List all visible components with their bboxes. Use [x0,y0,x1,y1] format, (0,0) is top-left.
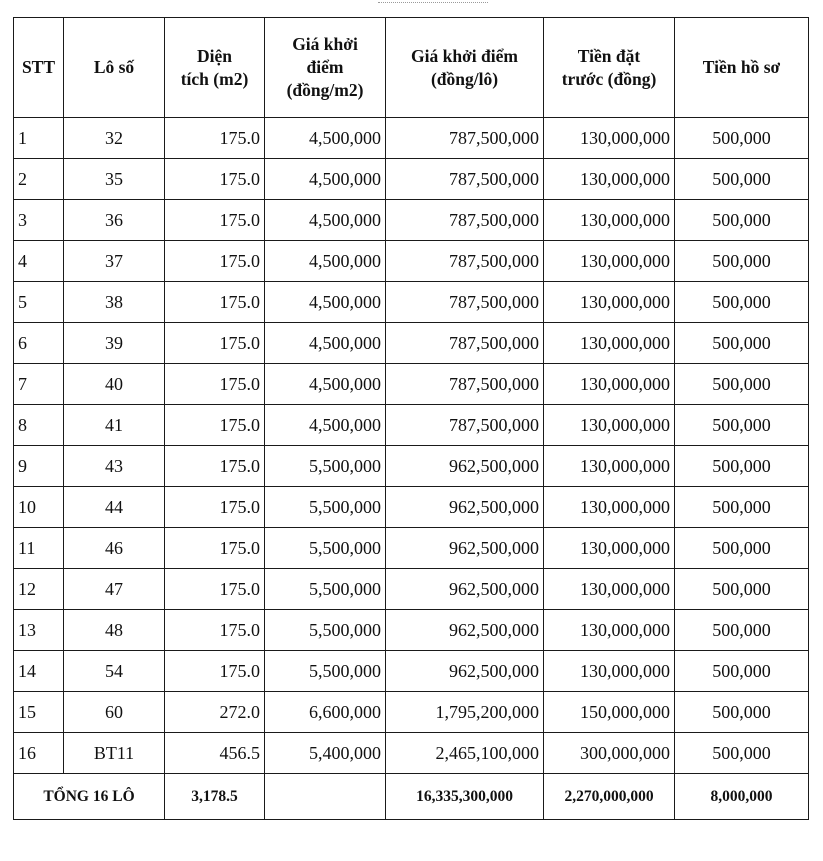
table-row [14,200,809,241]
cell-deposit: 300,000,000 [544,733,675,774]
cell-area: 175.0 [165,364,265,405]
cell-lot: 39 [64,323,165,364]
cell-stt: 14 [14,651,64,692]
cell-price-m2: 4,500,000 [265,118,386,159]
cell-fee: 500,000 [675,446,809,487]
total-deposit: 2,270,000,000 [544,774,675,820]
cell-stt: 10 [14,487,64,528]
cell-area: 175.0 [165,405,265,446]
table-row [14,405,809,446]
table-row [14,282,809,323]
cell-area: 175.0 [165,446,265,487]
header-stt: STT [14,18,64,118]
cell-area: 175.0 [165,200,265,241]
cell-deposit: 130,000,000 [544,610,675,651]
cell-price-m2: 5,500,000 [265,487,386,528]
cell-lot: 54 [64,651,165,692]
cell-stt: 9 [14,446,64,487]
cell-price-m2: 5,400,000 [265,733,386,774]
total-price-m2 [265,774,386,820]
header-row [14,18,809,118]
cell-deposit: 130,000,000 [544,364,675,405]
cell-price-m2: 5,500,000 [265,651,386,692]
table-row [14,528,809,569]
cell-price-m2: 5,500,000 [265,528,386,569]
cell-price-m2: 4,500,000 [265,364,386,405]
cell-price-lot: 787,500,000 [386,405,544,446]
document-sheet [13,17,808,820]
cell-price-lot: 962,500,000 [386,651,544,692]
cell-deposit: 130,000,000 [544,323,675,364]
cell-deposit: 130,000,000 [544,487,675,528]
cell-price-lot: 787,500,000 [386,364,544,405]
cell-fee: 500,000 [675,733,809,774]
cell-stt: 12 [14,569,64,610]
cell-deposit: 130,000,000 [544,446,675,487]
cell-price-lot: 787,500,000 [386,323,544,364]
cell-lot: 60 [64,692,165,733]
cell-stt: 5 [14,282,64,323]
cell-price-m2: 5,500,000 [265,446,386,487]
cell-lot: 36 [64,200,165,241]
table-row [14,323,809,364]
cell-lot: 40 [64,364,165,405]
cell-price-lot: 1,795,200,000 [386,692,544,733]
cell-price-m2: 6,600,000 [265,692,386,733]
table-row [14,159,809,200]
header-fee: Tiền hồ sơ [675,18,809,118]
cell-deposit: 130,000,000 [544,159,675,200]
cell-area: 456.5 [165,733,265,774]
table-row [14,118,809,159]
cell-price-lot: 962,500,000 [386,610,544,651]
cell-deposit: 130,000,000 [544,118,675,159]
total-row [14,774,809,820]
cell-lot: 44 [64,487,165,528]
cell-stt: 3 [14,200,64,241]
cell-fee: 500,000 [675,364,809,405]
cell-fee: 500,000 [675,528,809,569]
cell-area: 175.0 [165,118,265,159]
land-auction-table [13,17,809,820]
cell-price-m2: 4,500,000 [265,282,386,323]
cell-area: 175.0 [165,569,265,610]
cell-deposit: 130,000,000 [544,528,675,569]
cell-price-lot: 787,500,000 [386,200,544,241]
total-price-lot: 16,335,300,000 [386,774,544,820]
table-row [14,692,809,733]
cell-fee: 500,000 [675,405,809,446]
table-row [14,487,809,528]
cell-lot: 35 [64,159,165,200]
cell-fee: 500,000 [675,692,809,733]
cell-price-lot: 2,465,100,000 [386,733,544,774]
cell-area: 175.0 [165,323,265,364]
cell-price-m2: 4,500,000 [265,405,386,446]
cell-area: 175.0 [165,487,265,528]
cell-lot: 47 [64,569,165,610]
cell-deposit: 130,000,000 [544,282,675,323]
table-row [14,651,809,692]
cell-stt: 2 [14,159,64,200]
cell-lot: 48 [64,610,165,651]
cell-fee: 500,000 [675,200,809,241]
cell-stt: 6 [14,323,64,364]
cell-price-lot: 787,500,000 [386,159,544,200]
cell-lot: 38 [64,282,165,323]
cell-lot: 37 [64,241,165,282]
cell-area: 175.0 [165,528,265,569]
cell-stt: 1 [14,118,64,159]
cell-price-m2: 4,500,000 [265,323,386,364]
table-body [14,118,809,820]
table-row [14,733,809,774]
cell-price-lot: 962,500,000 [386,569,544,610]
cell-price-lot: 787,500,000 [386,282,544,323]
cell-lot: 41 [64,405,165,446]
cell-stt: 11 [14,528,64,569]
cell-fee: 500,000 [675,241,809,282]
cell-lot: 46 [64,528,165,569]
cell-area: 272.0 [165,692,265,733]
header-deposit: Tiền đặt trước (đồng) [544,18,675,118]
cell-price-m2: 4,500,000 [265,159,386,200]
cell-fee: 500,000 [675,323,809,364]
cell-price-lot: 962,500,000 [386,528,544,569]
table-row [14,446,809,487]
cell-lot: 43 [64,446,165,487]
cell-price-m2: 4,500,000 [265,241,386,282]
cell-fee: 500,000 [675,118,809,159]
cell-area: 175.0 [165,159,265,200]
total-label: TỔNG 16 LÔ [14,774,165,820]
cell-lot: BT11 [64,733,165,774]
header-lot: Lô số [64,18,165,118]
cell-lot: 32 [64,118,165,159]
table-row [14,241,809,282]
cell-deposit: 130,000,000 [544,241,675,282]
cell-deposit: 150,000,000 [544,692,675,733]
cell-price-lot: 787,500,000 [386,118,544,159]
cell-stt: 13 [14,610,64,651]
cell-price-lot: 787,500,000 [386,241,544,282]
cell-fee: 500,000 [675,610,809,651]
header-area: Diện tích (m2) [165,18,265,118]
cell-price-m2: 4,500,000 [265,200,386,241]
cell-price-m2: 5,500,000 [265,610,386,651]
cell-stt: 7 [14,364,64,405]
header-price-m2: Giá khởi điểm (đồng/m2) [265,18,386,118]
cell-deposit: 130,000,000 [544,405,675,446]
table-row [14,364,809,405]
cell-deposit: 130,000,000 [544,200,675,241]
cell-price-m2: 5,500,000 [265,569,386,610]
cell-price-lot: 962,500,000 [386,487,544,528]
cell-stt: 4 [14,241,64,282]
cell-stt: 15 [14,692,64,733]
cell-fee: 500,000 [675,159,809,200]
cell-fee: 500,000 [675,282,809,323]
total-fee: 8,000,000 [675,774,809,820]
cell-stt: 16 [14,733,64,774]
cell-area: 175.0 [165,651,265,692]
cell-area: 175.0 [165,241,265,282]
cell-area: 175.0 [165,610,265,651]
header-price-lot: Giá khởi điểm (đồng/lô) [386,18,544,118]
cell-fee: 500,000 [675,487,809,528]
cell-stt: 8 [14,405,64,446]
cell-fee: 500,000 [675,569,809,610]
table-row [14,569,809,610]
cell-deposit: 130,000,000 [544,569,675,610]
cell-price-lot: 962,500,000 [386,446,544,487]
scan-top-mark [378,2,488,11]
table-row [14,610,809,651]
cell-area: 175.0 [165,282,265,323]
cell-fee: 500,000 [675,651,809,692]
total-area: 3,178.5 [165,774,265,820]
cell-deposit: 130,000,000 [544,651,675,692]
